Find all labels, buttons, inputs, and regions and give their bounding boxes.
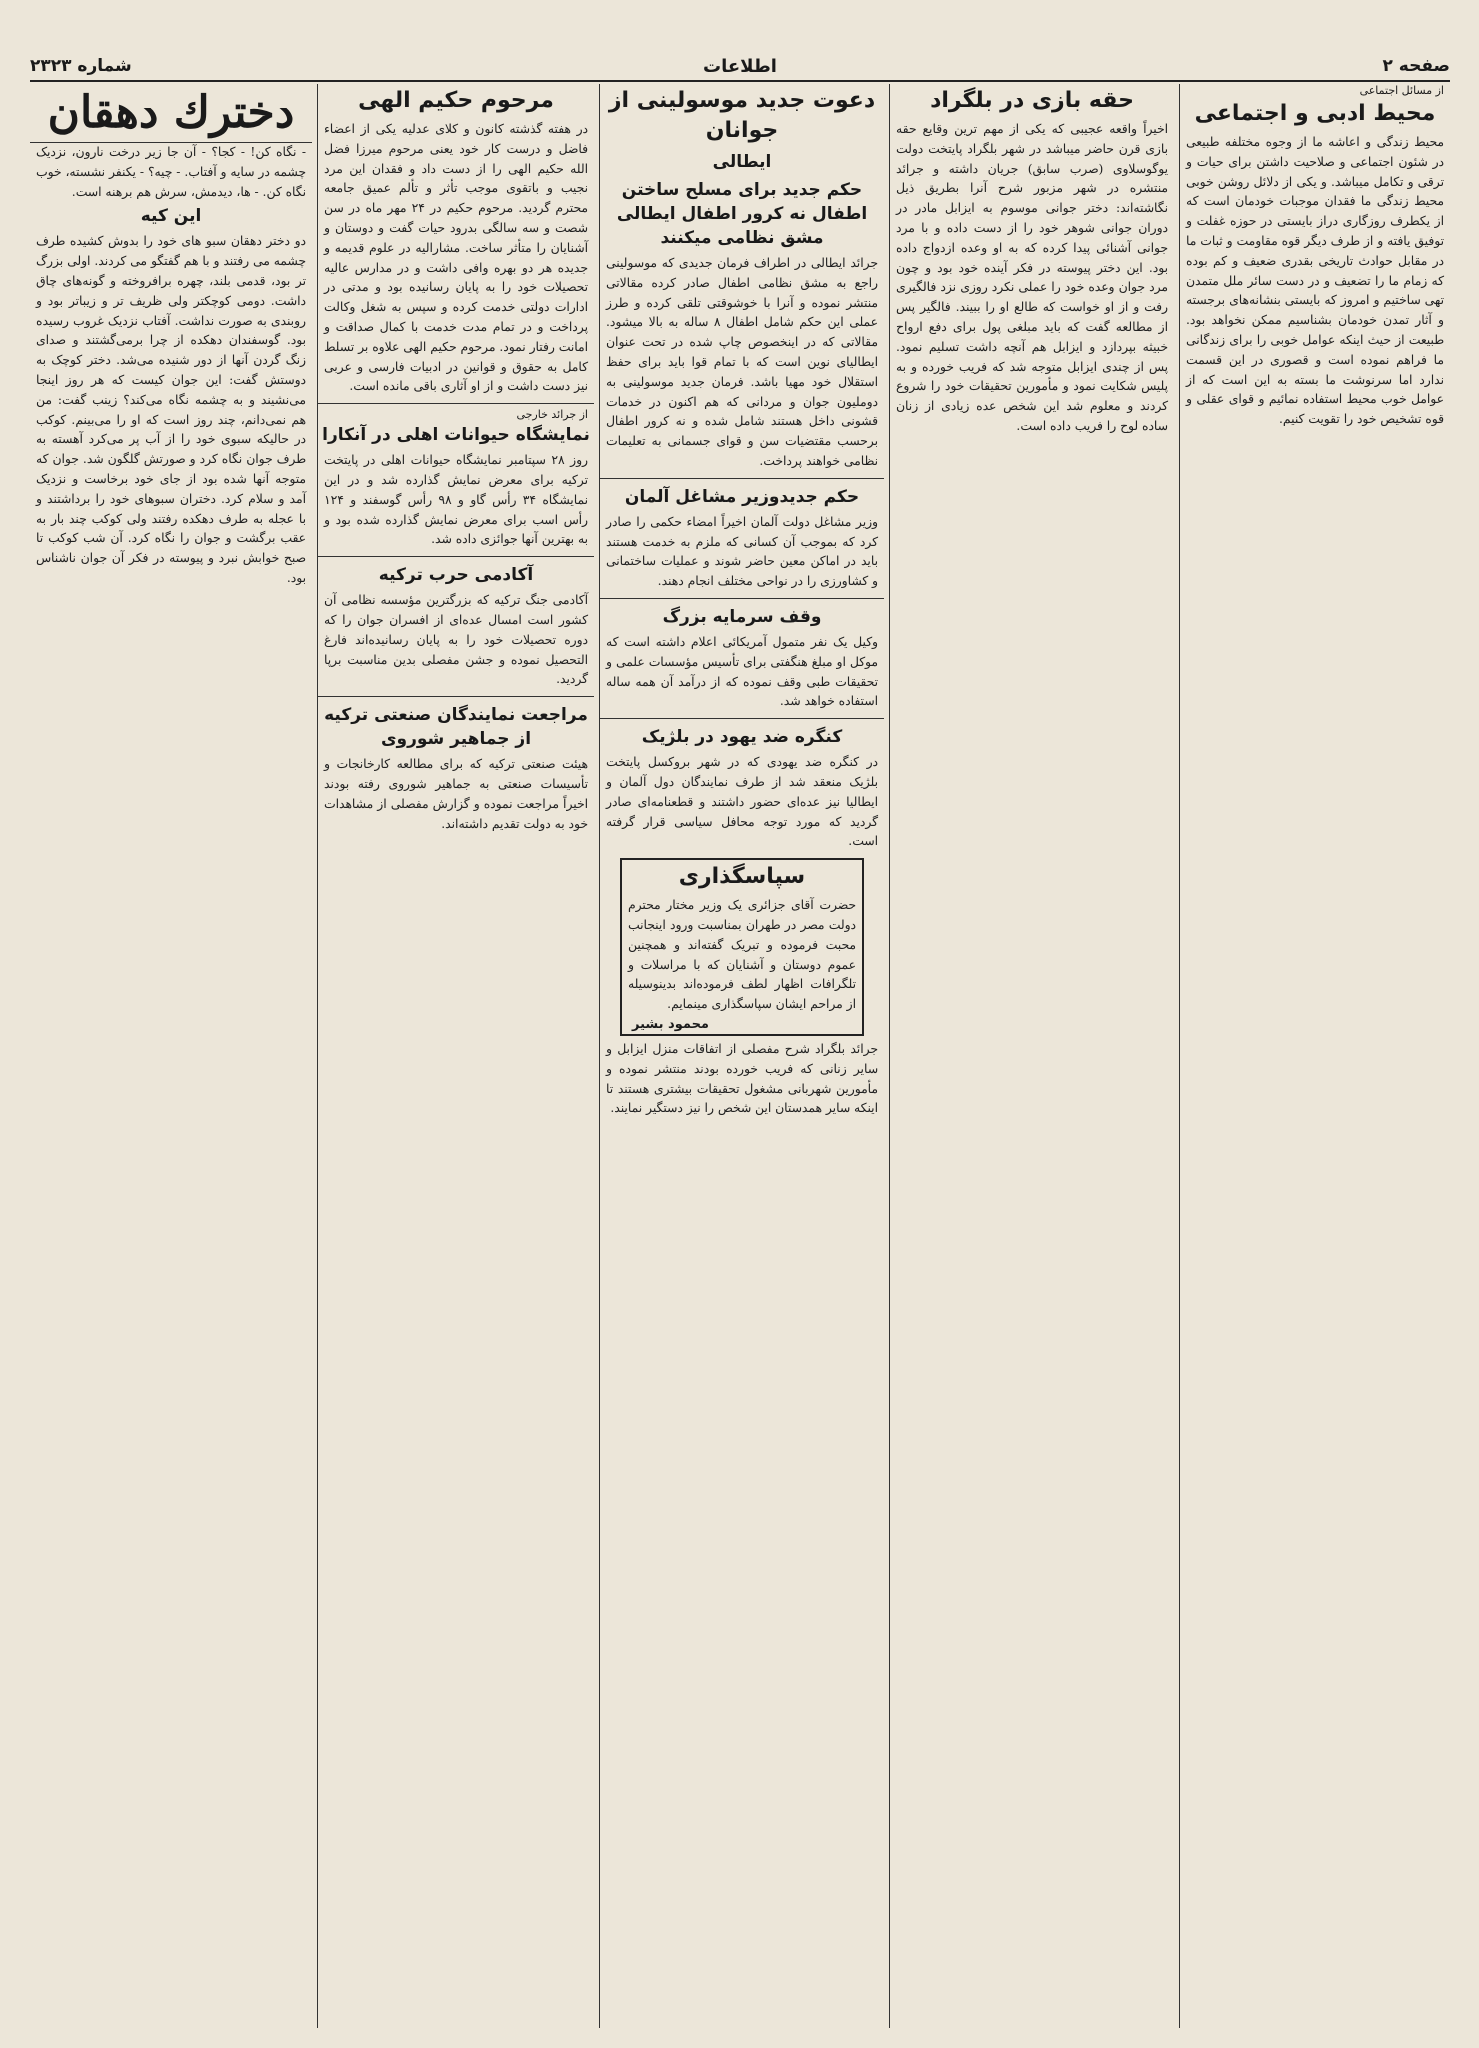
col3-section-endowment bbox=[600, 598, 884, 712]
masthead bbox=[30, 52, 1450, 82]
col3-sec3-body: وکیل یک نفر متمول آمریکائی اعلام داشته است که موکل او مبلغ هنگفتی برای تأسیس مؤسسات علمی و تحقیقات طبی وقف نموده که از درآمد آن همه ساله استفاده خواهد شد. bbox=[606, 634, 878, 709]
column-belgrade-fraud bbox=[889, 84, 1174, 2028]
thanks-box bbox=[620, 858, 864, 1036]
col3-sec2-body: وزیر مشاغل دولت آلمان اخیراً امضاء حکمی را صادر کرد که بموجب آن کسانی که ملزم به خدمت هستند باید در اماکن معین حاضر شوند و عملیات ساختمانی و کشاورزی را در نواحی مختلف انجام دهند. bbox=[606, 514, 878, 589]
column-peasant-girl bbox=[30, 84, 312, 2028]
column-obituary-foreign bbox=[317, 84, 594, 2028]
col3-sec4-title: کنگره ضد یهود در بلژیک bbox=[641, 727, 843, 748]
thanks-box-body: حضرت آقای جزائری یک وزیر مختار محترم دولت مصر در طهران بمناسبت ورود اینجانب محبت فرموده و تبریک گفته‌اند و همچنین عموم دوستان و آشنایان که با مراسلات و تلگرافات اظهار لطف فرموده‌اند بدینوسیله از مراحم ایشان سپاسگذاری مینمایم. bbox=[628, 898, 856, 1012]
col4-sec2-body: روز ۲۸ سپتامبر نمایشگاه حیوانات اهلی در پایتخت ترکیه برای معرض نمایش گذارده شد و در این نمایشگاه ۳۴ رأس گاو و ۹۸ رأس گوسفند و ۱۲۴ رأس اسب برای معرض نمایش گذارده شده بود و به بهترین آنها جوائزی داده شد. bbox=[324, 453, 588, 547]
col5-body: دو دختر دهقان سبو های خود را بدوش کشیده طرف چشمه می رفتند و با هم گفتگو می کردند. اولی بزرگ تر بود، قدمی بلند، چهره برافروخته و گونه‌های چاق داشت. دومی کوچکتر ولی ظریف تر و زیباتر بود و روبندی به صورت نداشت. آفتاب نزدیک غروب رسیده بود. گوسفندان دهکده از چرا برمی‌گشتند و صدای زنگ گردن آنها از دور شنیده می‌شد. دختر کوچک به دوستش گفت: این جوان کیست که هر روز اینجا می‌نشیند و به چشمه نگاه می‌کند؟ زینب گفت: من هم نمی‌دانم، چند روز است که او را می‌بینم. کوکب در حالیکه سبوی خود را از آب پر می‌کرد آهسته به طرف جوان نگاه کرد و صورتش گلگون شد. جوان که متوجه آنها شده بود از جای خود برخاست و نزدیک آمد و سلام کرد. دختران سبوهای خود را برداشتند و با عجله به طرف دهکده رفتند ولی کوکب چند بار به عقب برگشت و جوان را نگاه کرد. آن شب کوکب تا صبح خوابش نبرد و پیوسته در فکر آن جوان ناشناس بود. bbox=[36, 234, 306, 585]
column-mussolini-youth bbox=[599, 84, 884, 2028]
col4-title: مرحوم حکیم الهی bbox=[358, 88, 554, 113]
col3-section-german-labor bbox=[600, 478, 884, 592]
col3-body: جرائد ایطالی در اطراف فرمان جدیدی که موسولینی راجع به مشق نظامی اطفال صادر کرده مقالاتی منتشر نموده و آنرا با خوشوقتی تلقی کرده و طرز عملی این حکم شامل اطفال ۸ ساله به بالا میشود. مقالاتی که در اینخصوص چاپ شده در تحت عنوان ایطالیای نوین است که با تمام قوا باید برای حفظ استقلال خود مهیا باشد. فرمان جدید موسولینی به دوملیون جوان و مردانی که هم اکنون در خدمات قشونی داخل هستند شامل شده و نه کرور اطفال برحسب مقتضیات سن و قوای جسمانی به تعلیمات نظامی خواهند پرداخت. bbox=[606, 256, 878, 468]
col5-title: دخترك دهقان bbox=[30, 84, 312, 143]
col4-sec4-title: مراجعت نمایندگان صنعتی ترکیه از جماهیر شوروی bbox=[324, 705, 588, 750]
col1-title: محیط ادبی و اجتماعی bbox=[1194, 101, 1436, 126]
col4-sec3-body: آکادمی جنگ ترکیه که بزرگترین مؤسسه نظامی آن کشور است امسال عده‌ای از افسران جوان را که دوره تحصیلات خود را به پایان رسانیده‌اند فارغ التحصیل نموده و جشن مفصلی بدین مناسبت برپا گردید. bbox=[324, 593, 588, 687]
col2-body: اخیراً واقعه عجیبی که یکی از مهم ترین وقایع حقه بازی قرن حاضر میباشد در شهر بلگراد پایتخت دولت یوگوسلاوی (صرب سابق) جریان داشته و جرائد منتشره در شهر مزبور شرح آنرا بطریق ذیل نگاشته‌اند: دختر جوانی موسوم به ایزابل مادر در دوران جوانی شوهر خود را از دست داده و با مرد جوانی آشنائی پیدا کرده که به او وعده ازدواج داده بود. این دختر پیوسته در فکر آینده خود بود و چون مرد جوان وعده خود را عملی نکرد روزی نزد فالگیری رفت و از او خواست که طالع او را ببیند. فالگیر پس از مطالعه گفت که باید مبلغی پول برای دفع ارواح خبیثه بپردازد و ایزابل هم آنچه داشت تسلیم نمود. پس از چندی ایزابل متوجه شد که فریب خورده و به پلیس شکایت نمود و مأمورین تحقیقات خود را شروع کردند و معلوم شد این شخص عده زیادی از زنان ساده لوح را فریب داده است. bbox=[896, 122, 1168, 433]
col4-section-ankara-expo bbox=[318, 403, 594, 550]
col3-sec2-title: حکم جدیدوزیر مشاغل آلمان bbox=[624, 486, 860, 507]
col4-sec4-body: هیئت صنعتی ترکیه که برای مطالعه کارخانجات و تأسیسات صنعتی به جماهیر شوروی رفته بودند اخیراً مراجعت نموده و گزارش مفصلی از مشاهدات خود به دولت تقدیم داشته‌اند. bbox=[324, 757, 588, 831]
issue-number: شماره ۲۳۲۳ bbox=[30, 56, 132, 76]
col1-body: محیط زندگی و اعاشه ما از وجوه مختلفه طبیعی در شئون اجتماعی و صلاحیت داشتن برای حیات و ترقی و تکامل میباشد. و یکی از دلائل روشن خوبی محیط زندگی ما فقدان موجبات خودمان است که از یکطرف روزگاری دراز بایستی در حوزه غفلت و توفیق یافته و از طرف دیگر قوه مقاومت و ثبات ما در مقابل حوادث تاریخی بقدری ضعیف و کم بوده که زمام ما را تضعیف و در دست سائر ملل متمدن تهی ساختیم و امروز که بایستی بنشانه‌های برجسته و آثار تمدن خودمان بشناسیم ممکن نخواهد بود. طبیعت از حیث اینکه عوامل خوبی را برای زندگانی ما فراهم نموده است و قصوری در این قسمت ندارد اما سرنوشت ما بسته به این است که از عوامل خوب محیط استفاده نمائیم و قوای عقلی و قوه تشخیص خود را تقویت کنیم. bbox=[1186, 135, 1444, 427]
col1-kicker: از مسائل اجتماعی bbox=[1359, 84, 1444, 97]
col5-dialogue: - نگاه کن! - کجا؟ - آن جا زیر درخت نارون، نزدیک چشمه در سایه و آفتاب. - چیه؟ - یکنفر نشسته، خوب نگاه کن. - ها، دیدمش، سرش هم برهنه است. bbox=[36, 145, 306, 199]
col4-sec2-title: نمایشگاه حیوانات اهلی در آنکارا bbox=[322, 425, 590, 446]
col4-section-industry-delegation bbox=[318, 696, 594, 834]
col3-kicker: ایطالی bbox=[712, 152, 772, 172]
columns-area bbox=[30, 84, 1450, 2028]
thanks-box-title: سپاسگذاری bbox=[678, 864, 806, 890]
paper-name: اطلاعات bbox=[703, 55, 777, 77]
col4-sec2-kicker: از جرائد خارجی bbox=[516, 408, 588, 422]
thanks-box-signature: محمود بشیر bbox=[632, 1016, 709, 1032]
col2-title: حقه بازی در بلگراد bbox=[930, 88, 1134, 113]
col3-sec4-body: در کنگره ضد یهودی که در شهر بروکسل پایتخت بلژیک منعقد شد از طرف نمایندگان دول آلمان و ایطالیا نیز عده‌ای حضور داشتند و قطعنامه‌ای صادر گردید که مورد توجه محافل سیاسی قرار گرفته است. bbox=[606, 755, 878, 849]
page-number: صفحه ۲ bbox=[1382, 56, 1450, 76]
column-social-issues bbox=[1179, 84, 1450, 2028]
col3-continuation: جرائد بلگراد شرح مفصلی از اتفاقات منزل ایزابل و سایر زنانی که فریب خورده بودند منتشر نموده و مأمورین شهربانی مشغول تحقیقات بیشتری هستند تا اینکه سایر همدستان این شخص را نیز دستگیر نمایند. bbox=[606, 1041, 878, 1116]
col3-title: دعوت جدید موسولینی از جوانان bbox=[608, 88, 876, 143]
col5-subhead: این کیه bbox=[140, 206, 202, 227]
col4-section-war-academy bbox=[318, 556, 594, 690]
col3-section-belgium-congress bbox=[600, 718, 884, 852]
col3-sec3-title: وقف سرمایه بزرگ bbox=[662, 606, 822, 627]
col3-subtitle: حکم جدید برای مسلح ساختن اطفال نه کرور اطفال ایطالی مشق نظامی میکنند bbox=[616, 180, 868, 248]
col4-sec3-title: آکادمی حرب ترکیه bbox=[378, 565, 534, 586]
col4-body: در هفته گذشته کانون و کلای عدلیه یکی از اعضاء فاضل و درست کار خود یعنی مرحوم میرزا فضل الله حکیم الهی را از دست داد و فقدان این مرد نجیب و باتقوی موجب تأثر و تألم عمیق جامعه محترم گردید. مرحوم حکیم در ۲۴ مهر ماه در سن شصت و سه سالگی بدرود حیات گفت و دوستان و آشنایان را متأثر ساخت. مشارالیه در علوم قدیمه و جدیده هر دو بهره وافی داشت و در مدارس عالیه تحصیلات خود را به پایان رسانیده بود و مدتی در ادارات دولتی خدمت کرده و سپس به شغل وکالت پرداخت و در تمام مدت خدمت با کمال صداقت و امانت رفتار نمود. مرحوم حکیم الهی علاوه بر تسلط کامل به حقوق و قوانین در ادبیات فارسی و عربی نیز دست داشت و از او آثاری باقی مانده است. bbox=[324, 122, 588, 394]
